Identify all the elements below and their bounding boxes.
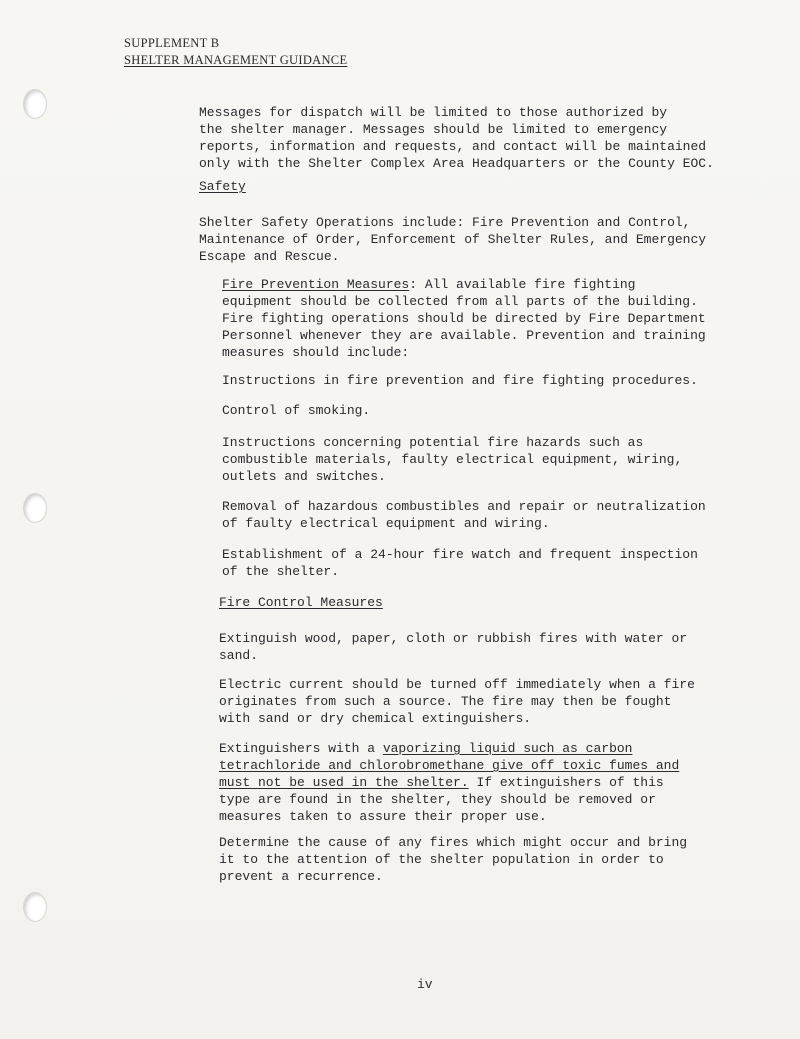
text-line: Removal of hazardous combustibles and repair or neutralization	[222, 499, 706, 514]
text-line: of the shelter.	[222, 564, 340, 579]
text-line: Escape and Rescue.	[199, 249, 340, 264]
text-line: Shelter Safety Operations include: Fire Prevention and Control,	[199, 215, 691, 230]
extinguisher-warning-paragraph	[219, 740, 719, 825]
prevention-item	[222, 402, 722, 419]
binder-hole-bottom	[24, 893, 46, 921]
fire-prevention-first-line	[222, 276, 722, 293]
heading-text: Fire Control Measures	[219, 595, 383, 610]
text-line: Messages for dispatch will be limited to those authorized by	[199, 105, 668, 120]
text-line: prevent a recurrence.	[219, 869, 383, 884]
text-line: Establishment of a 24-hour fire watch and frequent inspection	[222, 547, 698, 562]
safety-heading	[199, 178, 719, 195]
prevention-item	[222, 434, 722, 485]
text-line: Fire fighting operations should be directed by Fire Department	[222, 311, 706, 326]
text-line: only with the Shelter Complex Area Headquarters or the County EOC.	[199, 156, 714, 171]
text-line: it to the attention of the shelter population in order to	[219, 852, 664, 867]
binder-hole-top	[24, 90, 46, 118]
fire-control-paragraph	[219, 676, 719, 727]
text-line: the shelter manager. Messages should be limited to emergency	[199, 122, 668, 137]
fire-prevention-paragraph	[222, 276, 722, 361]
fire-control-paragraph	[219, 834, 719, 885]
underlined-warning: tetrachloride and chlorobromethane give off toxic fumes and	[219, 758, 680, 773]
text-line: Instructions concerning potential fire hazards such as	[222, 435, 644, 450]
text-fragment: : All available fire fighting	[409, 277, 636, 292]
text-line: Electric current should be turned off immediately when a fire	[219, 677, 695, 692]
prevention-item	[222, 498, 722, 532]
text-line: Extinguish wood, paper, cloth or rubbish fires with water or	[219, 631, 688, 646]
text-line: measures taken to assure their proper use.	[219, 809, 547, 824]
text-line: combustible materials, faulty electrical equipment, wiring,	[222, 452, 683, 467]
binder-hole-middle	[24, 494, 46, 522]
text-line: Instructions in fire prevention and fire fighting procedures.	[222, 373, 698, 388]
text-line	[219, 774, 719, 791]
text-line: reports, information and requests, and contact will be maintained	[199, 139, 707, 154]
underlined-warning: must not be used in the shelter.	[219, 775, 469, 790]
text-line: outlets and switches.	[222, 469, 386, 484]
intro-paragraph	[199, 104, 719, 172]
text-fragment: If extinguishers of this	[468, 775, 664, 790]
text-line: Maintenance of Order, Enforcement of Shelter Rules, and Emergency	[199, 232, 707, 247]
text-line	[219, 740, 719, 757]
text-line: equipment should be collected from all parts of the building.	[222, 294, 698, 309]
fire-control-paragraph	[219, 630, 719, 664]
safety-operations-paragraph	[199, 214, 719, 265]
text-line: measures should include:	[222, 345, 410, 360]
text-line: Determine the cause of any fires which might occur and bring	[219, 835, 688, 850]
fire-control-heading	[219, 594, 719, 611]
supplement-label: SUPPLEMENT B	[124, 36, 220, 50]
text-line: Personnel whenever they are available. Prevention and training	[222, 328, 706, 343]
text-line: sand.	[219, 648, 259, 663]
text-line: originates from such a source. The fire may then be fought	[219, 694, 672, 709]
text-line: of faulty electrical equipment and wiring.	[222, 516, 550, 531]
text-line: type are found in the shelter, they should be removed or	[219, 792, 656, 807]
page-number: iv	[417, 977, 433, 992]
text-fragment: Extinguishers with a	[219, 741, 383, 756]
text-line: with sand or dry chemical extinguishers.	[219, 711, 532, 726]
prevention-item	[222, 372, 722, 389]
underlined-warning: vaporizing liquid such as carbon	[382, 741, 633, 756]
heading-text: Safety	[199, 179, 246, 194]
prevention-item	[222, 546, 722, 580]
text-line: Control of smoking.	[222, 403, 371, 418]
fire-prevention-heading: Fire Prevention Measures	[222, 277, 410, 292]
supplement-title: SHELTER MANAGEMENT GUIDANCE	[124, 53, 348, 67]
